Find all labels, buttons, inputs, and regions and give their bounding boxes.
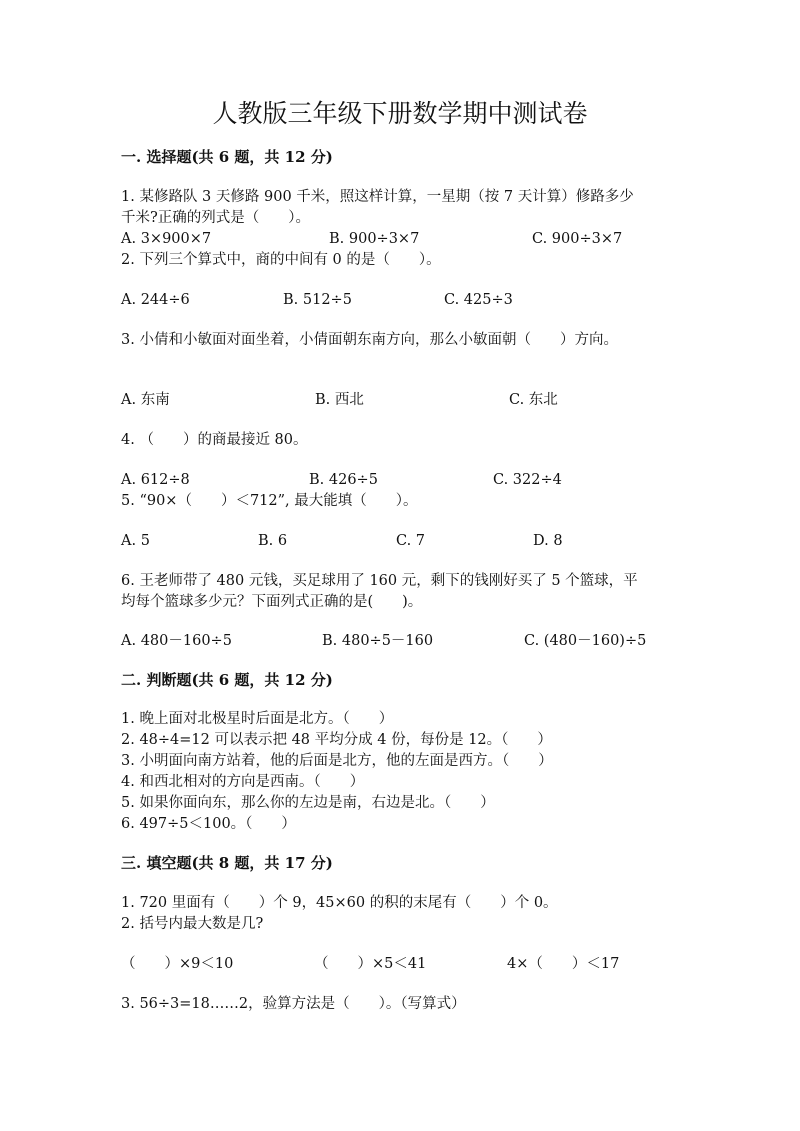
question-2-text: 2. 下列三个算式中，商的中间有 0 的是（ ）。 bbox=[121, 252, 441, 268]
question-5-option-c: C. 7 bbox=[396, 533, 426, 549]
question-2-option-a: A. 244÷6 bbox=[121, 292, 190, 308]
judgement-item-4: 4. 和西北相对的方向是西南。（ ） bbox=[121, 774, 365, 790]
question-2-option-b: B. 512÷5 bbox=[283, 292, 352, 308]
question-4-text: 4. （ ）的商最接近 80。 bbox=[121, 432, 308, 448]
fill-question-3: 3. 56÷3=18……2，验算方法是（ ）。（写算式） bbox=[121, 996, 466, 1012]
judgement-item-5: 5. 如果你面向东，那么你的左边是南，右边是北。（ ） bbox=[121, 795, 495, 811]
question-6-line-1: 6. 王老师带了 480 元钱，买足球用了 160 元，剩下的钱刚好买了 5 个篮球，平 bbox=[121, 573, 638, 589]
fill-question-2-text: 2. 括号内最大数是几? bbox=[121, 916, 264, 932]
judgement-item-6: 6. 497÷5＜100。（ ） bbox=[121, 816, 296, 832]
question-5-option-d: D. 8 bbox=[533, 533, 563, 549]
question-1-line-1: 1. 某修路队 3 天修路 900 千米，照这样计算，一星期（按 7 天计算）修路多少 bbox=[121, 189, 634, 205]
question-3-option-c: C. 东北 bbox=[509, 392, 558, 408]
fill-question-1: 1. 720 里面有（ ）个 9，45×60 的积的末尾有（ ）个 0。 bbox=[121, 895, 558, 911]
question-6-option-b: B. 480÷5－160 bbox=[322, 633, 434, 649]
question-6-option-a: A. 480－160÷5 bbox=[121, 633, 232, 649]
fill-question-2-part-2: （ ）×5＜41 bbox=[314, 956, 427, 972]
section-heading-choice: 一. 选择题(共 6 题，共 12 分) bbox=[121, 148, 333, 166]
question-4-option-c: C. 322÷4 bbox=[493, 472, 562, 488]
question-6-option-c: C. (480－160)÷5 bbox=[524, 633, 647, 649]
question-3-text: 3. 小倩和小敏面对面坐着，小倩面朝东南方向，那么小敏面朝（ ）方向。 bbox=[121, 332, 618, 348]
question-5-option-b: B. 6 bbox=[258, 533, 288, 549]
question-1-line-2: 千米?正确的列式是（ ）。 bbox=[121, 210, 311, 226]
fill-question-2-part-3: 4×（ ）＜17 bbox=[507, 956, 620, 972]
judgement-item-3: 3. 小明面向南方站着，他的后面是北方，他的左面是西方。（ ） bbox=[121, 753, 553, 769]
judgement-item-2: 2. 48÷4=12 可以表示把 48 平均分成 4 份，每份是 12。（ ） bbox=[121, 732, 552, 748]
fill-question-2-part-1: （ ）×9＜10 bbox=[121, 956, 234, 972]
question-1-option-b: B. 900÷3×7 bbox=[329, 231, 420, 247]
question-6-line-2: 均每个篮球多少元？下面列式正确的是( )。 bbox=[121, 594, 423, 610]
question-4-option-a: A. 612÷8 bbox=[121, 472, 190, 488]
judgement-item-1: 1. 晚上面对北极星时后面是北方。（ ） bbox=[121, 711, 394, 727]
question-4-option-b: B. 426÷5 bbox=[309, 472, 378, 488]
page-title: 人教版三年级下册数学期中测试卷 bbox=[212, 99, 588, 128]
question-3-option-b: B. 西北 bbox=[315, 392, 364, 408]
section-heading-fill-in: 三. 填空题(共 8 题，共 17 分) bbox=[121, 854, 333, 872]
section-heading-judgement: 二. 判断题(共 6 题，共 12 分) bbox=[121, 671, 333, 689]
question-5-option-a: A. 5 bbox=[121, 533, 150, 549]
question-5-text: 5. “90×（ ）＜712”, 最大能填（ ）。 bbox=[121, 493, 418, 509]
question-2-option-c: C. 425÷3 bbox=[444, 292, 513, 308]
question-1-option-a: A. 3×900×7 bbox=[121, 231, 212, 247]
question-3-option-a: A. 东南 bbox=[121, 392, 170, 408]
question-1-option-c: C. 900÷3×7 bbox=[532, 231, 623, 247]
